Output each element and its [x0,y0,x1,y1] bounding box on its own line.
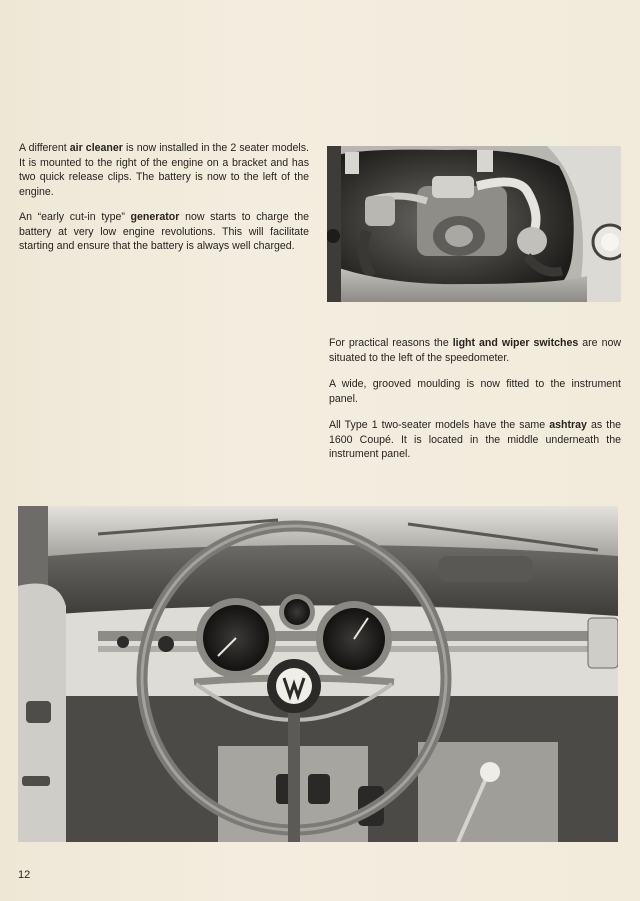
text-run: An “early cut-in type” [19,211,131,223]
page-number: 12 [18,869,31,881]
text-run: are now situated to the left of the speedometer. [329,337,621,364]
text-run: For practical reasons the [329,337,453,349]
bold-term-air-cleaner: air cleaner [69,142,123,154]
engine-bay-photo [327,146,621,302]
paragraph-light-wiper-switches [329,336,621,365]
paragraph-air-cleaner [19,141,309,199]
paragraph-ashtray [329,418,621,462]
paragraph-generator [19,210,309,254]
dashboard-illustration [18,506,618,842]
engine-bay-illustration [327,146,621,302]
text-run: A different [19,142,70,154]
text-run: A wide, grooved moulding is now fitted to the instrument panel. [329,378,621,405]
bold-term-generator: generator [130,211,180,223]
text-run: as the 1600 Coupé. It is located in the middle underneath the instrument panel. [329,419,621,461]
paragraph-moulding [329,377,621,406]
text-run: is now installed in the 2 seater models. It is mounted to the right of the engine on a bracket and has two quick release clips. The battery is now to the left of the engine. [19,142,309,198]
text-run: All Type 1 two-seater models have the same [329,419,550,431]
bold-term-ashtray: ashtray [549,419,587,431]
bold-term-switches: light and wiper switches [452,337,579,349]
dashboard-photo [18,506,618,842]
text-run: now starts to charge the battery at very low engine revolutions. This will facilitate starting and ensure that the battery is always well charged. [19,211,309,253]
